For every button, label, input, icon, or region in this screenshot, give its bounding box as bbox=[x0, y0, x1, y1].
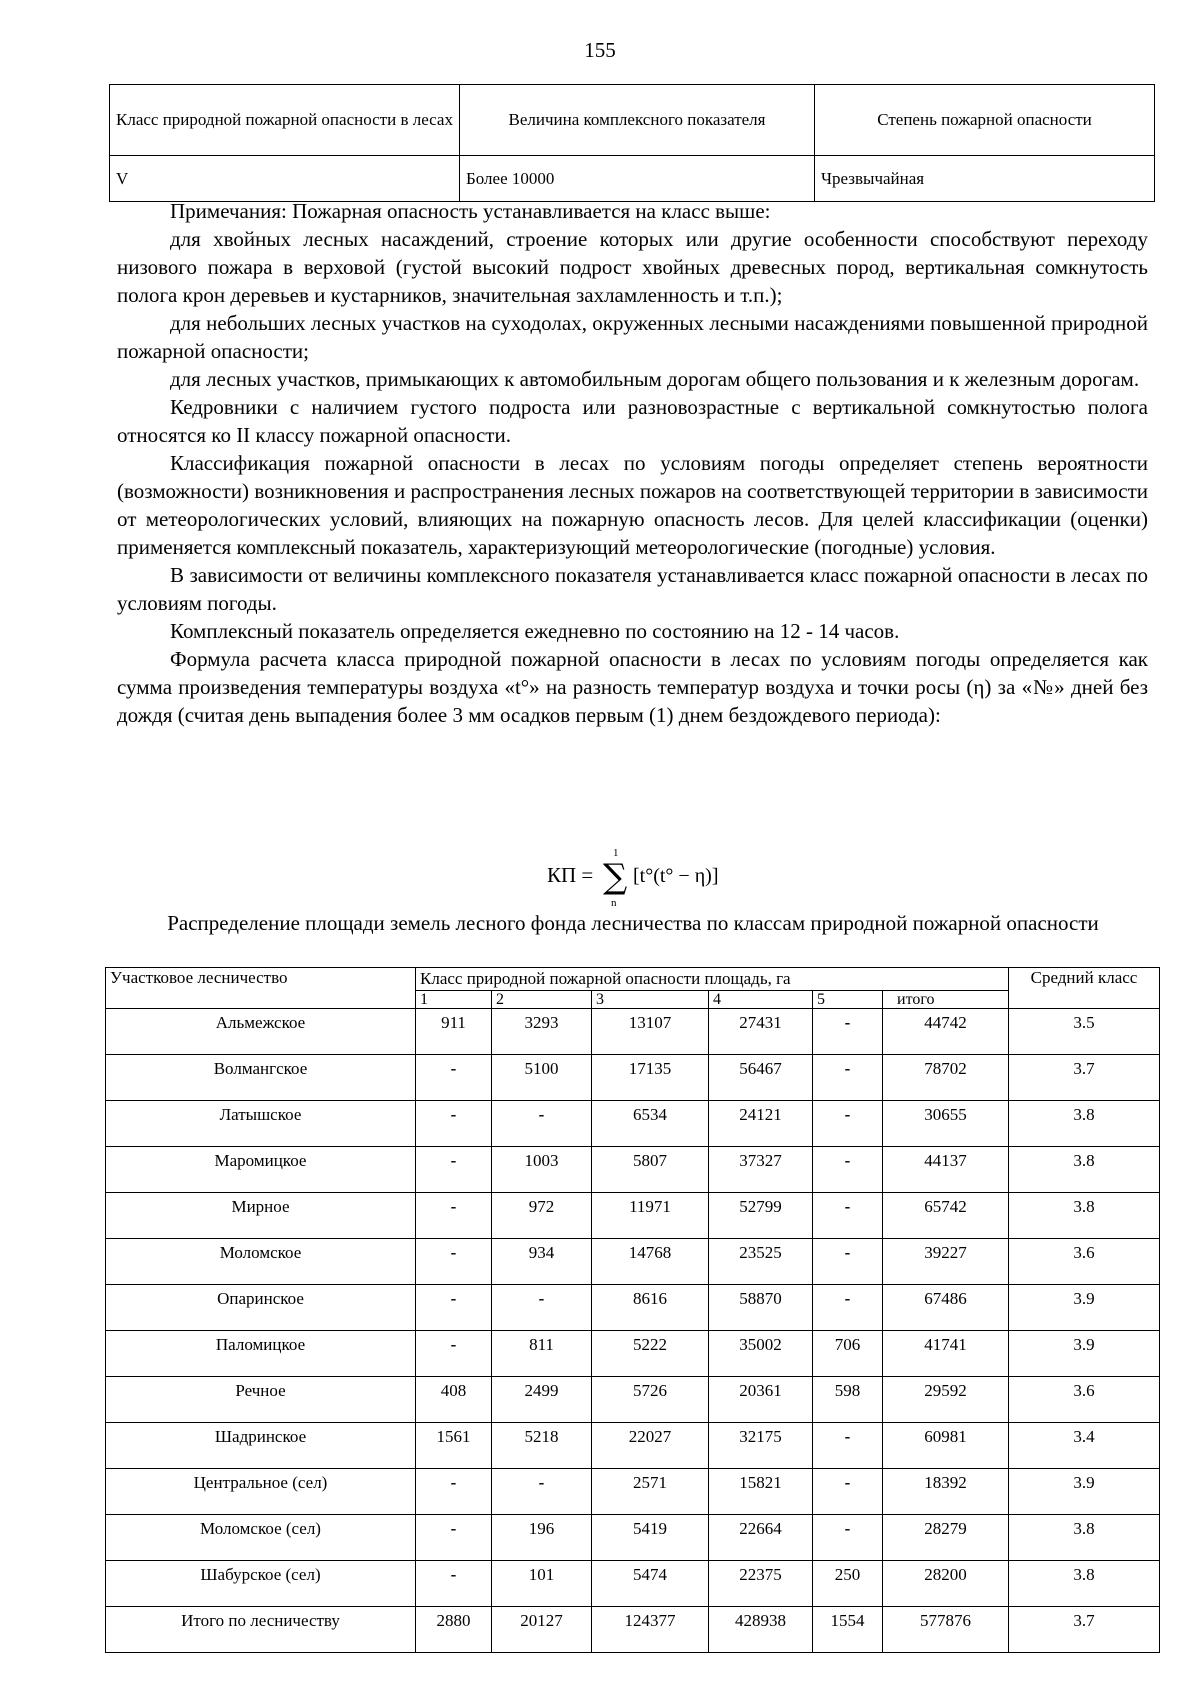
table-cell: 20127 bbox=[492, 1607, 592, 1653]
fire-index-formula bbox=[545, 844, 745, 908]
table-cell: 5222 bbox=[592, 1331, 709, 1377]
table-cell: 32175 bbox=[709, 1423, 813, 1469]
table-cell: Чрезвычайная bbox=[815, 156, 1155, 202]
table-cell: - bbox=[813, 1101, 883, 1147]
table-cell: Более 10000 bbox=[460, 156, 815, 202]
table-cell: - bbox=[813, 1285, 883, 1331]
table-cell: 23525 bbox=[709, 1239, 813, 1285]
table-cell: 3.6 bbox=[1009, 1239, 1160, 1285]
forestry-name-cell: Опаринское bbox=[106, 1285, 416, 1331]
table-cell: - bbox=[416, 1469, 492, 1515]
forestry-name-cell: Центральное (сел) bbox=[106, 1469, 416, 1515]
table-cell: 408 bbox=[416, 1377, 492, 1423]
table-row bbox=[106, 1469, 1160, 1515]
table-cell: 101 bbox=[492, 1561, 592, 1607]
table-cell: 22375 bbox=[709, 1561, 813, 1607]
table-cell: 58870 bbox=[709, 1285, 813, 1331]
distribution-table-header bbox=[106, 968, 1160, 991]
table-cell: 24121 bbox=[709, 1101, 813, 1147]
table-cell: 3.7 bbox=[1009, 1055, 1160, 1101]
formula-upper: 1 bbox=[613, 847, 619, 859]
distribution-table bbox=[105, 967, 1160, 1653]
table-cell: - bbox=[813, 1469, 883, 1515]
table-cell: 3.9 bbox=[1009, 1285, 1160, 1331]
forestry-name-cell: Мирное bbox=[106, 1193, 416, 1239]
subheader-cell: 4 bbox=[709, 991, 813, 1009]
table-cell: 5218 bbox=[492, 1423, 592, 1469]
table-cell: 44742 bbox=[883, 1009, 1009, 1055]
table-cell: 3.9 bbox=[1009, 1331, 1160, 1377]
table-cell: 5726 bbox=[592, 1377, 709, 1423]
table-cell: 3.8 bbox=[1009, 1561, 1160, 1607]
paragraph: Кедровники с наличием густого подроста или разновозрастные с вертикальной сомкнутостью полога относятся ко II классу пожарной опасности. bbox=[117, 395, 1148, 447]
paragraph: для хвойных лесных насаждений, строение которых или другие особенности способствуют переходу низового пожара в верховой (густой высокий подрост хвойных древесных пород, вертикальная сомкнутость полога крон деревьев и кустарников, значительная захламленность и т.п.); bbox=[117, 227, 1148, 307]
paragraph: Комплексный показатель определяется ежедневно по состоянию на 12 - 14 часов. bbox=[170, 619, 900, 643]
table-row bbox=[106, 1239, 1160, 1285]
formula-lower: n bbox=[611, 897, 617, 908]
table-cell: 3.8 bbox=[1009, 1193, 1160, 1239]
table-cell: - bbox=[416, 1331, 492, 1377]
table-cell: 30655 bbox=[883, 1101, 1009, 1147]
table-row bbox=[106, 1055, 1160, 1101]
forestry-name-cell: Речное bbox=[106, 1377, 416, 1423]
table-cell: 15821 bbox=[709, 1469, 813, 1515]
table-cell: 44137 bbox=[883, 1147, 1009, 1193]
table-cell: - bbox=[492, 1469, 592, 1515]
table-cell: 5474 bbox=[592, 1561, 709, 1607]
table-cell: - bbox=[416, 1515, 492, 1561]
table-cell: 52799 bbox=[709, 1193, 813, 1239]
table-cell: 250 bbox=[813, 1561, 883, 1607]
header-forestry: Участковое лесничество bbox=[106, 968, 416, 1009]
paragraph: Классификация пожарной опасности в лесах по условиям погоды определяет степень вероятности (возможности) возникновения и распространения лесных пожаров на соответствующей территории в зависимости от метеорологических условий, влияющих на пожарную опасность лесов. Для целей классификации (оценки) применяется комплексный показатель, характеризующий метеорологические (погодные) условия. bbox=[117, 451, 1148, 559]
table-cell: 11971 bbox=[592, 1193, 709, 1239]
paragraph: для лесных участков, примыкающих к автомобильным дорогам общего пользования и к железным дорогам. bbox=[170, 367, 1140, 391]
table-cell: 3293 bbox=[492, 1009, 592, 1055]
paragraph: для небольших лесных участков на суходолах, окруженных лесными насаждениями повышенной природной пожарной опасности; bbox=[117, 311, 1148, 363]
table-cell: 41741 bbox=[883, 1331, 1009, 1377]
subheader-cell: 1 bbox=[416, 991, 492, 1009]
table-cell: - bbox=[813, 1147, 883, 1193]
fire-class-table-header bbox=[110, 85, 1155, 156]
table-row bbox=[106, 1607, 1160, 1653]
table-cell: 22027 bbox=[592, 1423, 709, 1469]
table-cell: 428938 bbox=[709, 1607, 813, 1653]
paragraph: Примечания: Пожарная опасность устанавливается на класс выше: bbox=[170, 199, 771, 223]
subheader-cell: 3 bbox=[592, 991, 709, 1009]
forestry-name-cell: Волмангское bbox=[106, 1055, 416, 1101]
table-cell: 60981 bbox=[883, 1423, 1009, 1469]
table-cell: - bbox=[416, 1147, 492, 1193]
forestry-name-cell: Паломицкое bbox=[106, 1331, 416, 1377]
table-cell: - bbox=[813, 1193, 883, 1239]
subheader-cell: итого bbox=[883, 991, 1009, 1009]
table-row bbox=[106, 1009, 1160, 1055]
table-cell: 56467 bbox=[709, 1055, 813, 1101]
table-cell: 598 bbox=[813, 1377, 883, 1423]
table-row bbox=[106, 1101, 1160, 1147]
table-cell: 17135 bbox=[592, 1055, 709, 1101]
header-cell: Величина комплексного показателя bbox=[460, 85, 815, 156]
table-cell: 22664 bbox=[709, 1515, 813, 1561]
table-cell: 972 bbox=[492, 1193, 592, 1239]
paragraph: Формула расчета класса природной пожарной опасности в лесах по условиям погоды определяется как сумма произведения температуры воздуха «t°» на разность температур воздуха и точки росы (η) за «№» дней без дождя (считая день выпадения более 3 мм осадков первым (1) днем бездождевого периода): bbox=[117, 647, 1148, 727]
forestry-name-cell: Маромицкое bbox=[106, 1147, 416, 1193]
table-cell: 6534 bbox=[592, 1101, 709, 1147]
table-row bbox=[106, 1285, 1160, 1331]
forestry-name-cell: Шабурское (сел) bbox=[106, 1561, 416, 1607]
body-text bbox=[117, 197, 1148, 729]
table-cell: 27431 bbox=[709, 1009, 813, 1055]
table-cell: 5807 bbox=[592, 1147, 709, 1193]
fire-class-table-row bbox=[110, 156, 1155, 202]
table-cell: 13107 bbox=[592, 1009, 709, 1055]
forestry-name-cell: Латышское bbox=[106, 1101, 416, 1147]
table-row bbox=[106, 1193, 1160, 1239]
page-number: 155 bbox=[584, 38, 616, 62]
table-cell: 28279 bbox=[883, 1515, 1009, 1561]
table-cell: 35002 bbox=[709, 1331, 813, 1377]
table-cell: 65742 bbox=[883, 1193, 1009, 1239]
table-cell: 5100 bbox=[492, 1055, 592, 1101]
header-class-area: Класс природной пожарной опасности площадь, га bbox=[416, 968, 1009, 991]
table-cell: 78702 bbox=[883, 1055, 1009, 1101]
table-cell: - bbox=[492, 1285, 592, 1331]
table-cell: 3.4 bbox=[1009, 1423, 1160, 1469]
subheader-cell: 2 bbox=[492, 991, 592, 1009]
table-row bbox=[106, 1561, 1160, 1607]
forestry-name-cell: Итого по лесничеству bbox=[106, 1607, 416, 1653]
table-cell: 577876 bbox=[883, 1607, 1009, 1653]
table-cell: 124377 bbox=[592, 1607, 709, 1653]
table-cell: 3.9 bbox=[1009, 1469, 1160, 1515]
table-cell: - bbox=[416, 1561, 492, 1607]
table-row bbox=[106, 1377, 1160, 1423]
table-cell: 18392 bbox=[883, 1469, 1009, 1515]
table-cell: 5419 bbox=[592, 1515, 709, 1561]
table-cell: - bbox=[416, 1101, 492, 1147]
table-cell: 1003 bbox=[492, 1147, 592, 1193]
table-cell: 1554 bbox=[813, 1607, 883, 1653]
table-cell: 2571 bbox=[592, 1469, 709, 1515]
table-cell: 2499 bbox=[492, 1377, 592, 1423]
table-cell: 911 bbox=[416, 1009, 492, 1055]
table-row bbox=[106, 1515, 1160, 1561]
subheader-cell: 5 bbox=[813, 991, 883, 1009]
header-average-class: Средний класс bbox=[1009, 968, 1160, 1009]
table-caption: Распределение площади земель лесного фонда лесничества по классам природной пожарной опасности bbox=[167, 911, 1099, 935]
table-cell: 28200 bbox=[883, 1561, 1009, 1607]
table-cell: 67486 bbox=[883, 1285, 1009, 1331]
table-cell: 3.6 bbox=[1009, 1377, 1160, 1423]
table-cell: - bbox=[813, 1055, 883, 1101]
table-cell: 706 bbox=[813, 1331, 883, 1377]
table-cell: - bbox=[813, 1239, 883, 1285]
formula-body: [t°(t° − η)] bbox=[633, 865, 719, 887]
sigma-symbol: ∑ bbox=[603, 857, 628, 897]
table-cell: - bbox=[813, 1009, 883, 1055]
table-cell: - bbox=[416, 1239, 492, 1285]
fire-class-table bbox=[109, 84, 1155, 202]
table-cell: 3.5 bbox=[1009, 1009, 1160, 1055]
table-cell: 37327 bbox=[709, 1147, 813, 1193]
forestry-name-cell: Шадринское bbox=[106, 1423, 416, 1469]
table-cell: 3.8 bbox=[1009, 1101, 1160, 1147]
table-cell: 1561 bbox=[416, 1423, 492, 1469]
table-cell: - bbox=[416, 1193, 492, 1239]
table-cell: 3.8 bbox=[1009, 1515, 1160, 1561]
table-cell: - bbox=[416, 1285, 492, 1331]
table-cell: - bbox=[492, 1101, 592, 1147]
table-cell: 196 bbox=[492, 1515, 592, 1561]
table-cell: 2880 bbox=[416, 1607, 492, 1653]
table-cell: 811 bbox=[492, 1331, 592, 1377]
paragraph: В зависимости от величины комплексного показателя устанавливается класс пожарной опасности в лесах по условиям погоды. bbox=[117, 563, 1148, 615]
header-cell: Класс природной пожарной опасности в лесах bbox=[110, 85, 460, 156]
table-cell: 14768 bbox=[592, 1239, 709, 1285]
distribution-table-body bbox=[106, 1009, 1160, 1653]
table-cell: 20361 bbox=[709, 1377, 813, 1423]
forestry-name-cell: Моломское bbox=[106, 1239, 416, 1285]
table-cell: - bbox=[416, 1055, 492, 1101]
table-cell: 3.8 bbox=[1009, 1147, 1160, 1193]
table-cell: 934 bbox=[492, 1239, 592, 1285]
table-cell: - bbox=[813, 1515, 883, 1561]
header-cell: Степень пожарной опасности bbox=[815, 85, 1155, 156]
table-cell: V bbox=[110, 156, 460, 202]
formula-lhs: КП = bbox=[547, 863, 594, 887]
table-cell: - bbox=[813, 1423, 883, 1469]
table-cell: 29592 bbox=[883, 1377, 1009, 1423]
forestry-name-cell: Моломское (сел) bbox=[106, 1515, 416, 1561]
forestry-name-cell: Альмежское bbox=[106, 1009, 416, 1055]
table-cell: 39227 bbox=[883, 1239, 1009, 1285]
table-cell: 3.7 bbox=[1009, 1607, 1160, 1653]
table-row bbox=[106, 1423, 1160, 1469]
table-row bbox=[106, 1147, 1160, 1193]
table-cell: 8616 bbox=[592, 1285, 709, 1331]
table-row bbox=[106, 1331, 1160, 1377]
